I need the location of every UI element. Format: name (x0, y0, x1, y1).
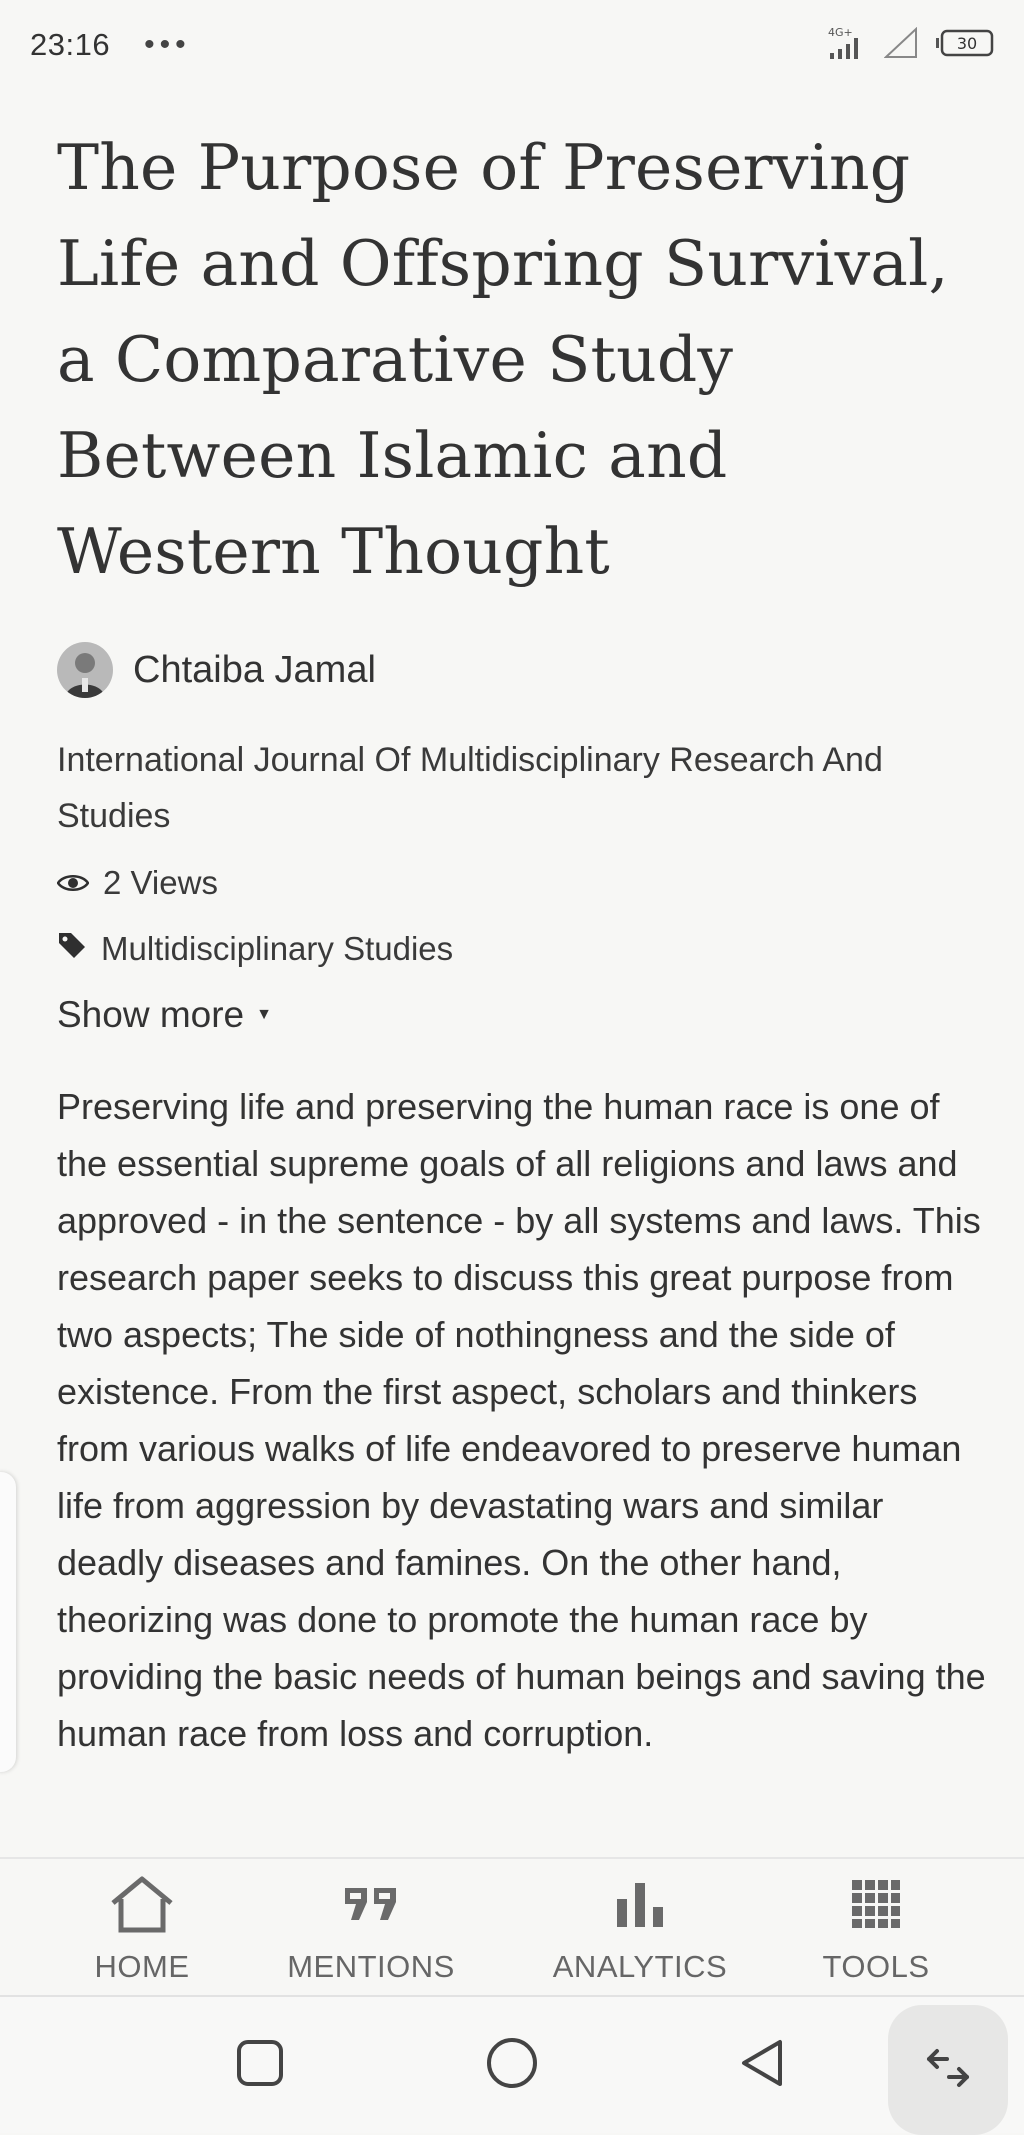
article-title: The Purpose of Preserving Life and Offspring Survival, a Comparative Study Between Islamic and Western Thought (57, 131, 949, 588)
tag-icon (57, 930, 87, 968)
status-time: 23:16 (30, 27, 111, 62)
recents-button[interactable] (220, 1997, 300, 2133)
tab-mentions-label: MENTIONS (287, 1949, 455, 1984)
tag-label[interactable]: Multidisciplinary Studies (101, 930, 454, 967)
journal-name[interactable]: International Journal Of Multidisciplinary Research And Studies (57, 741, 883, 835)
grid-icon (852, 1873, 900, 1935)
network-label: 4G+ (828, 25, 853, 39)
recents-square-icon (236, 2039, 284, 2092)
caret-down-icon: ▼ (256, 1006, 272, 1023)
views-row (57, 864, 987, 902)
show-more-label[interactable]: Show more (57, 994, 245, 1035)
status-bar (0, 0, 1024, 90)
avatar[interactable] (57, 642, 113, 698)
tags-row[interactable] (57, 930, 987, 968)
back-triangle-icon (738, 2037, 786, 2094)
tab-tools[interactable] (806, 1859, 946, 1997)
bottom-tab-bar (0, 1857, 1024, 1997)
author-row[interactable] (57, 642, 987, 698)
home-icon (109, 1873, 175, 1935)
system-nav-bar (0, 1997, 1024, 2133)
views-count: 2 Views (103, 864, 218, 901)
status-right (826, 25, 994, 66)
battery-icon (936, 28, 994, 63)
battery-level: 30 (956, 33, 978, 53)
tab-home-label: HOME (94, 1949, 190, 1984)
system-home-button[interactable] (470, 1997, 554, 2133)
show-more-button[interactable] (57, 994, 987, 1036)
tab-analytics[interactable] (545, 1859, 735, 1997)
status-left (30, 27, 191, 63)
tab-tools-label: TOOLS (822, 1949, 930, 1984)
quote-icon (343, 1873, 399, 1935)
tab-home[interactable] (72, 1859, 212, 1997)
rotate-screen-icon (923, 2043, 973, 2098)
back-button[interactable] (722, 1997, 802, 2133)
signal-empty-icon (884, 27, 918, 64)
abstract-text: Preserving life and preserving the human race is one of the essential supreme goals of all religions and laws and approved - in the sentence - by all systems and laws. This research paper seeks to discuss this great purpose from two aspects; The side of nothingness and the side of existence. From the first aspect, scholars and thinkers from various walks of life endeavored to preserve human life from aggression by devastating wars and similar deadly diseases and famines. On the other hand, theorizing was done to promote the human race by providing the basic needs of human beings and saving the human race from loss and corruption. (57, 1086, 986, 1754)
tab-analytics-label: ANALYTICS (552, 1949, 728, 1984)
article-content (57, 120, 987, 1762)
rotate-screen-button[interactable] (888, 2005, 1008, 2135)
bar-chart-icon (615, 1873, 665, 1935)
author-name[interactable]: Chtaiba Jamal (133, 648, 376, 691)
tab-mentions[interactable] (276, 1859, 466, 1997)
notification-dots: ••• (144, 28, 191, 61)
signal-4g-icon (826, 25, 866, 66)
side-panel-handle[interactable] (0, 1472, 16, 1772)
home-circle-icon (485, 2036, 539, 2095)
eye-icon (57, 864, 89, 902)
